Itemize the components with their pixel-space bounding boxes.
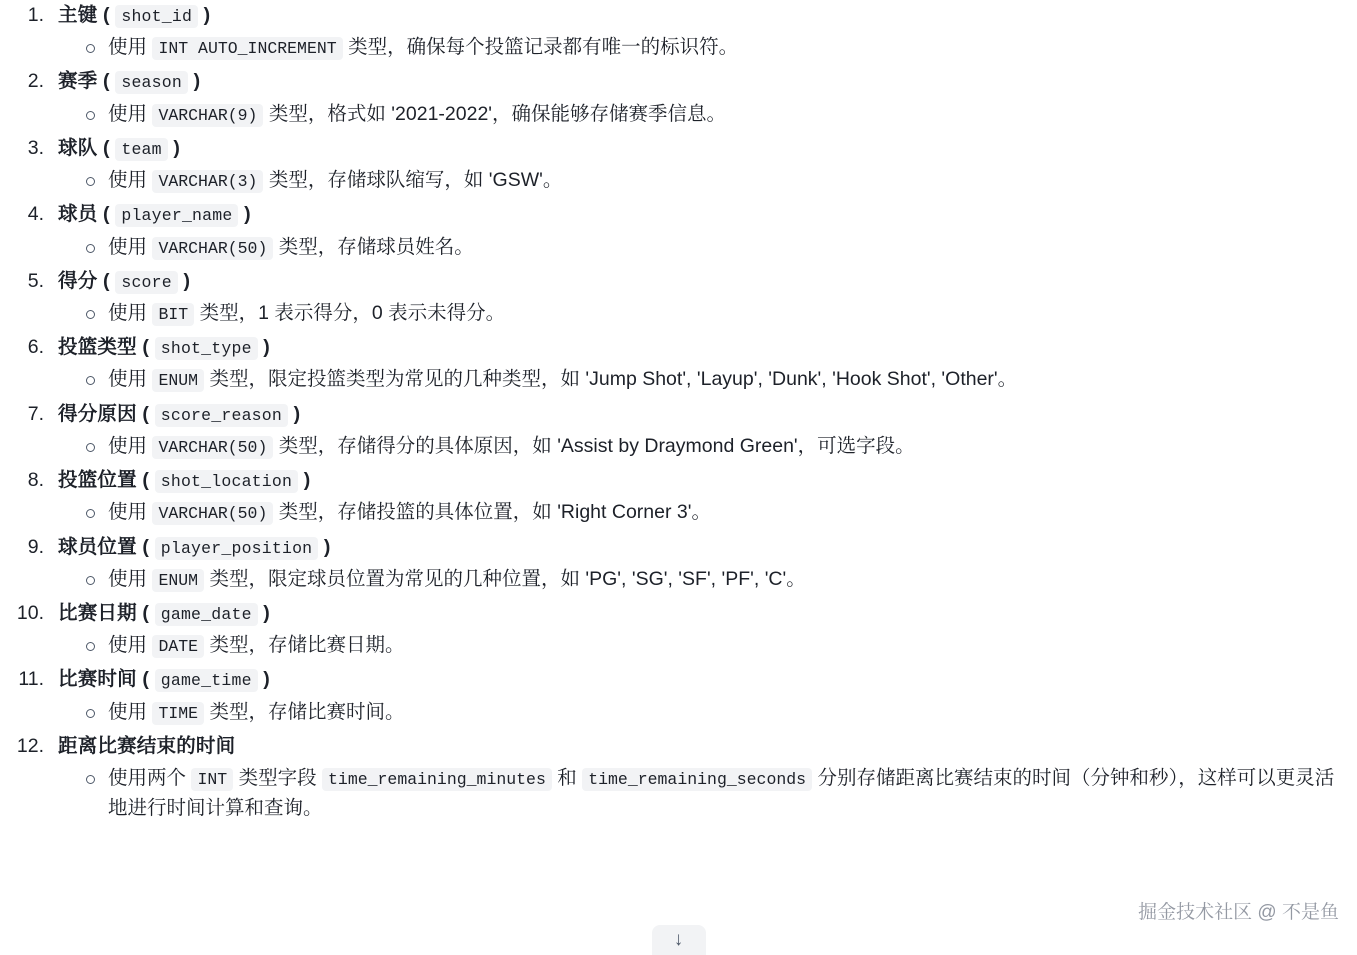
list-item: 使用 INT AUTO_INCREMENT 类型，确保每个投篮记录都有唯一的标识符。 [84, 32, 1343, 62]
field-code-name: shot_type [155, 337, 258, 360]
field-code-name: team [115, 138, 167, 161]
field-code-name: score [115, 271, 178, 294]
field-detail-list [58, 99, 1343, 129]
list-item-number: 11. [18, 668, 44, 691]
type-code: TIME [152, 702, 204, 725]
field-code-name: shot_id [115, 5, 198, 28]
field-detail-list [58, 431, 1343, 461]
field-detail-list [58, 497, 1343, 527]
list-item [0, 664, 1343, 726]
list-item-number: 1. [27, 4, 44, 26]
field-detail-list [58, 697, 1343, 727]
list-item [0, 465, 1343, 527]
type-code: VARCHAR(3) [152, 170, 263, 193]
type-code: INT AUTO_INCREMENT [152, 37, 342, 60]
field-title: 比赛时间 ( game_time ) [58, 668, 270, 691]
list-item [0, 133, 1343, 195]
field-detail-list [58, 564, 1343, 594]
list-item: 使用 VARCHAR(3) 类型，存储球队缩写，如 'GSW'。 [84, 165, 1343, 195]
field-code-name: game_time [155, 669, 258, 692]
type-code: ENUM [152, 569, 204, 592]
field-detail-list [58, 763, 1343, 823]
list-item-number: 7. [27, 402, 44, 425]
list-item [0, 731, 1343, 824]
scroll-down-button[interactable] [652, 925, 706, 955]
list-item-number: 10. [16, 601, 44, 624]
field-title: 球员 ( player_name ) [58, 203, 251, 226]
list-item: 使用 ENUM 类型，限定球员位置为常见的几种位置，如 'PG', 'SG', 'SF', 'PF', 'C'。 [84, 564, 1343, 594]
field-code-name-seconds: time_remaining_seconds [582, 768, 812, 791]
type-code: VARCHAR(9) [152, 104, 263, 127]
field-code-name: player_position [155, 537, 319, 560]
list-item [0, 598, 1343, 660]
field-detail-list [58, 298, 1343, 328]
list-item [0, 332, 1343, 394]
list-item [0, 199, 1343, 261]
list-item [0, 66, 1343, 128]
field-detail-list [58, 232, 1343, 262]
field-detail-list [58, 364, 1343, 394]
field-title: 距离比赛结束的时间 [58, 734, 236, 757]
list-item: 使用 VARCHAR(50) 类型，存储球员姓名。 [84, 232, 1343, 262]
field-code-name: game_date [155, 603, 258, 626]
list-item-number: 2. [27, 70, 44, 93]
list-item [0, 266, 1343, 328]
field-title: 球员位置 ( player_position ) [58, 535, 331, 558]
list-item-number: 3. [27, 136, 44, 159]
field-title: 比赛日期 ( game_date ) [58, 601, 270, 624]
list-item-number: 8. [27, 469, 44, 492]
list-item: 使用两个 INT 类型字段 time_remaining_minutes 和 time_remaining_seconds 分别存储距离比赛结束的时间（分钟和秒），这样可以更灵活地进行时间计算和查询。 [84, 763, 1343, 823]
list-item-number: 12. [16, 734, 44, 757]
field-code-name-minutes: time_remaining_minutes [322, 768, 552, 791]
field-code-name: score_reason [155, 404, 288, 427]
field-title: 得分原因 ( score_reason ) [58, 402, 301, 425]
list-item: 使用 TIME 类型，存储比赛时间。 [84, 697, 1343, 727]
field-title: 得分 ( score ) [58, 269, 191, 292]
list-item-number: 6. [27, 336, 44, 359]
list-item [0, 532, 1343, 594]
type-code: BIT [152, 303, 194, 326]
list-item-number: 9. [27, 535, 44, 558]
field-title: 球队 ( team ) [58, 136, 181, 159]
list-item [0, 399, 1343, 461]
type-code: INT [191, 768, 233, 791]
list-item: 使用 VARCHAR(9) 类型，格式如 '2021-2022'，确保能够存储赛季信息。 [84, 99, 1343, 129]
list-item: 使用 VARCHAR(50) 类型，存储投篮的具体位置，如 'Right Corner 3'。 [84, 497, 1343, 527]
list-item-number: 4. [27, 203, 44, 226]
field-title: 主键 ( shot_id ) [58, 4, 211, 26]
field-title: 赛季 ( season ) [58, 70, 201, 93]
field-detail-list [58, 165, 1343, 195]
field-code-name: season [115, 71, 188, 94]
field-detail-list [58, 32, 1343, 62]
field-title: 投篮类型 ( shot_type ) [58, 336, 270, 359]
type-code: ENUM [152, 369, 204, 392]
field-code-name: shot_location [155, 470, 298, 493]
list-item: 使用 VARCHAR(50) 类型，存储得分的具体原因，如 'Assist by Draymond Green'，可选字段。 [84, 431, 1343, 461]
list-item: 使用 DATE 类型，存储比赛日期。 [84, 630, 1343, 660]
type-code: VARCHAR(50) [152, 436, 273, 459]
list-item: 使用 BIT 类型，1 表示得分，0 表示未得分。 [84, 298, 1343, 328]
list-item-number: 5. [27, 269, 44, 292]
field-title: 投篮位置 ( shot_location ) [58, 469, 311, 492]
type-code: VARCHAR(50) [152, 237, 273, 260]
arrow-down-icon: ↓ [673, 929, 684, 951]
type-code: VARCHAR(50) [152, 502, 273, 525]
watermark: 掘金技术社区 @ 不是鱼 [1138, 901, 1339, 923]
field-detail-list [58, 630, 1343, 660]
list-item [0, 0, 1343, 62]
field-code-name: player_name [115, 204, 238, 227]
list-item: 使用 ENUM 类型，限定投篮类型为常见的几种类型，如 'Jump Shot', 'Layup', 'Dunk', 'Hook Shot', 'Other'。 [84, 364, 1343, 394]
type-code: DATE [152, 635, 204, 658]
